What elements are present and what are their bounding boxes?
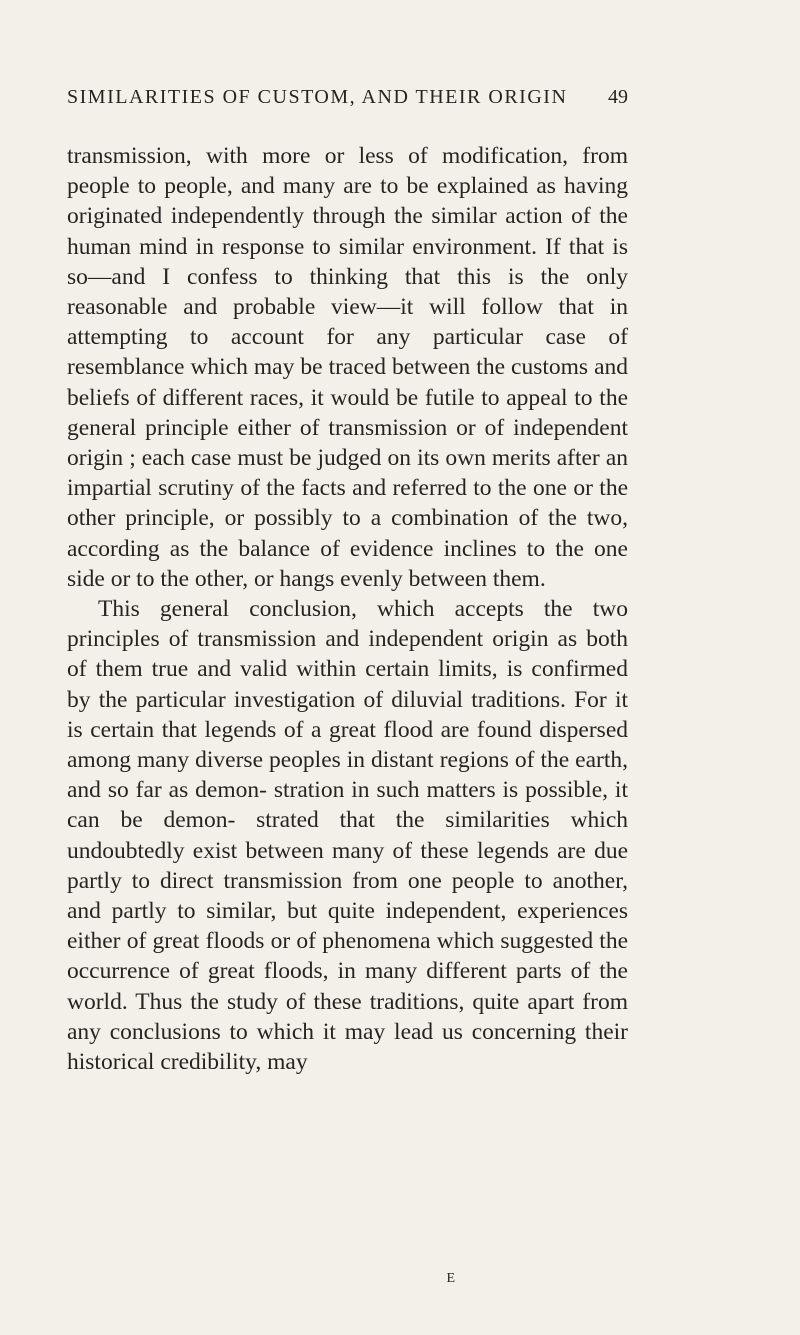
running-head xyxy=(67,86,628,116)
running-title: SIMILARITIES OF CUSTOM, AND THEIR ORIGIN xyxy=(67,86,568,108)
page-number: 49 xyxy=(608,86,628,108)
paragraph-2: This general conclusion, which accepts the two principles of transmission and independent origin as both of them true and valid within certain limits, is confirmed by the particular investigation of diluvial traditions. For it is certain that legends of a great flood are found dispersed among many diverse peoples in distant regions of the earth, and so far as demon- stration in such matters is possible, it can be demon- strated that the similarities which undoubtedly exist between many of these legends are due partly to direct transmission from one people to another, and partly to similar, but quite independent, experiences either of great floods or of phenomena which suggested the occurrence of great floods, in many different parts of the world. Thus the study of these traditions, quite apart from any conclusions to which it may lead us concerning their historical credibility, may xyxy=(67,596,628,1076)
body-text xyxy=(67,141,628,1077)
signature-mark: E xyxy=(446,1271,456,1286)
paragraph-1: transmission, with more or less of modification, from people to people, and many are to be explained as having originated independently through the similar action of the human mind in response to similar environment. If that is so—and I confess to thinking that this is the only reasonable and probable view—it will follow that in attempting to account for any particular case of resemblance which may be traced between the customs and beliefs of different races, it would be futile to appeal to the general principle either of transmission or of independent origin ; each case must be judged on its own merits after an impartial scrutiny of the facts and referred to the one or the other principle, or possibly to a combination of the two, according as the balance of evidence inclines to the one side or to the other, or hangs evenly between them. xyxy=(67,143,628,592)
